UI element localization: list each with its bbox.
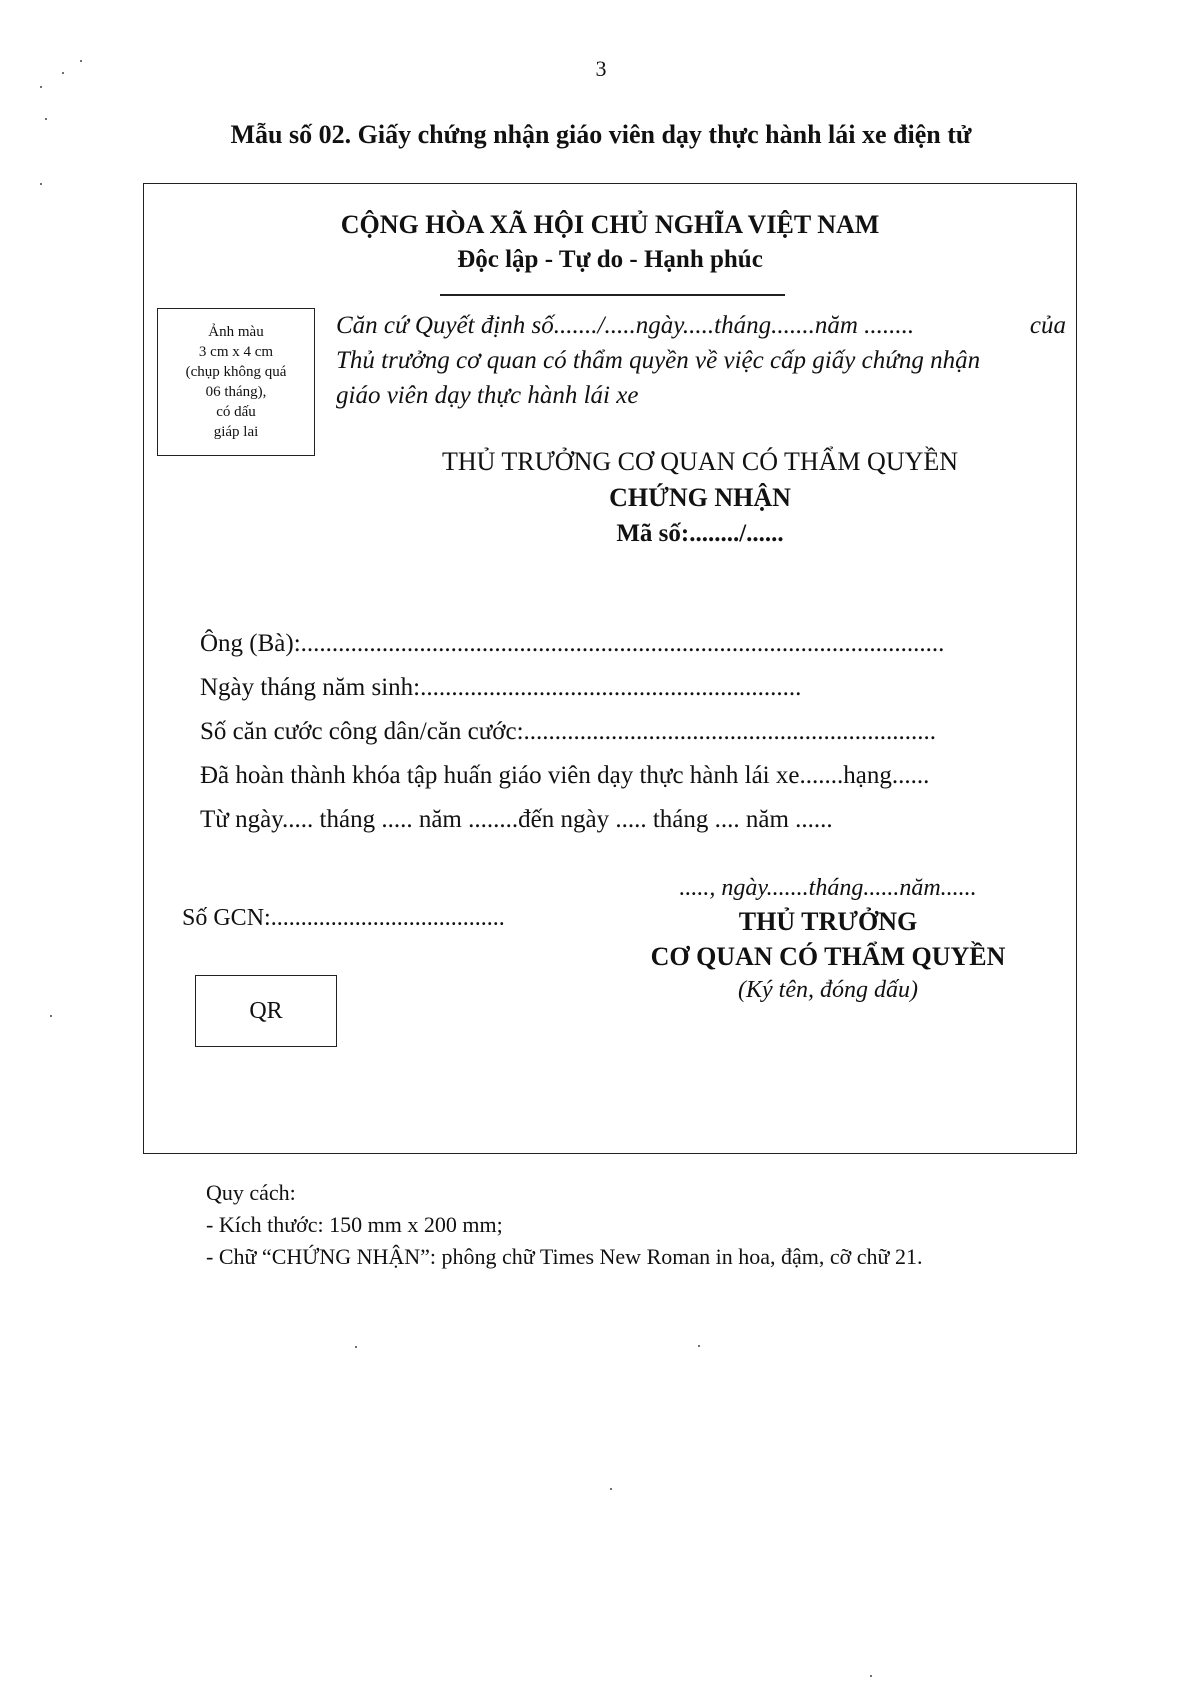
legal-basis-text: của <box>1029 312 1066 339</box>
spec-title: Quy cách: <box>206 1180 296 1205</box>
photo-box-line: 06 tháng), <box>205 384 267 400</box>
photo-box-line: Ảnh màu <box>208 324 264 340</box>
field-course-completed: Đã hoàn thành khóa tập huấn giáo viên dạy thực hành lái xe.......hạng...... <box>200 762 930 789</box>
document-title: Mẫu số 02. Giấy chứng nhận giáo viên dạy thực hành lái xe điện tử <box>230 120 972 149</box>
certificate-code: Mã số:......../...... <box>616 520 784 547</box>
scan-speck <box>45 118 47 120</box>
field-full-name: Ông (Bà):....................................................................................................... <box>200 630 945 657</box>
national-motto: Độc lập - Tự do - Hạnh phúc <box>457 246 763 273</box>
qr-label: QR <box>249 997 283 1024</box>
legal-basis-paragraph <box>336 308 1066 413</box>
photo-box-line: có dấu <box>216 404 256 420</box>
scan-speck <box>40 183 42 185</box>
scan-speck <box>40 86 42 88</box>
spec-size: - Kích thước: 150 mm x 200 mm; <box>206 1212 503 1237</box>
photo-placeholder-box <box>157 308 315 456</box>
scan-speck <box>610 1488 612 1490</box>
page-number: 3 <box>595 56 607 81</box>
scan-speck <box>870 1675 872 1677</box>
signer-title: THỦ TRƯỞNG <box>738 907 918 936</box>
scan-speck <box>355 1346 357 1348</box>
field-citizen-id: Số căn cước công dân/căn cước:.................................................................. <box>200 718 937 745</box>
photo-box-line: 3 cm x 4 cm <box>198 344 274 360</box>
qr-code-placeholder <box>195 975 337 1047</box>
field-date-of-birth: Ngày tháng năm sinh:............................................................. <box>200 674 802 701</box>
photo-box-line: giáp lai <box>213 424 259 440</box>
signature-note: (Ký tên, đóng dấu) <box>738 977 918 1003</box>
spec-font: - Chữ “CHỨNG NHẬN”: phông chữ Times New Roman in hoa, đậm, cỡ chữ 21. <box>206 1244 923 1269</box>
national-name: CỘNG HÒA XÃ HỘI CHỦ NGHĨA VIỆT NAM <box>340 210 880 239</box>
motto-underline <box>440 294 785 296</box>
certificate-number: Số GCN:....................................... <box>182 905 505 931</box>
legal-basis-line <box>336 308 1066 343</box>
legal-basis-line: giáo viên dạy thực hành lái xe <box>336 382 639 409</box>
legal-basis-line: Thủ trưởng cơ quan có thẩm quyền về việc cấp giấy chứng nhận <box>336 347 981 374</box>
scan-speck <box>62 72 64 74</box>
scan-speck <box>80 60 82 62</box>
scan-speck <box>698 1345 700 1347</box>
authority-heading: THỦ TRƯỞNG CƠ QUAN CÓ THẨM QUYỀN <box>441 447 959 476</box>
photo-box-line: (chụp không quá <box>185 364 287 380</box>
field-course-period: Từ ngày..... tháng ..... năm ........đến ngày ..... tháng .... năm ...... <box>200 806 833 833</box>
signer-authority: CƠ QUAN CÓ THẨM QUYỀN <box>650 942 1006 971</box>
legal-basis-text: Căn cứ Quyết định số......./.....ngày.....tháng.......năm ........ <box>336 312 915 339</box>
certify-heading: CHỨNG NHẬN <box>609 483 791 512</box>
place-and-date: ....., ngày.......tháng......năm...... <box>679 875 977 901</box>
scan-speck <box>50 1015 52 1017</box>
